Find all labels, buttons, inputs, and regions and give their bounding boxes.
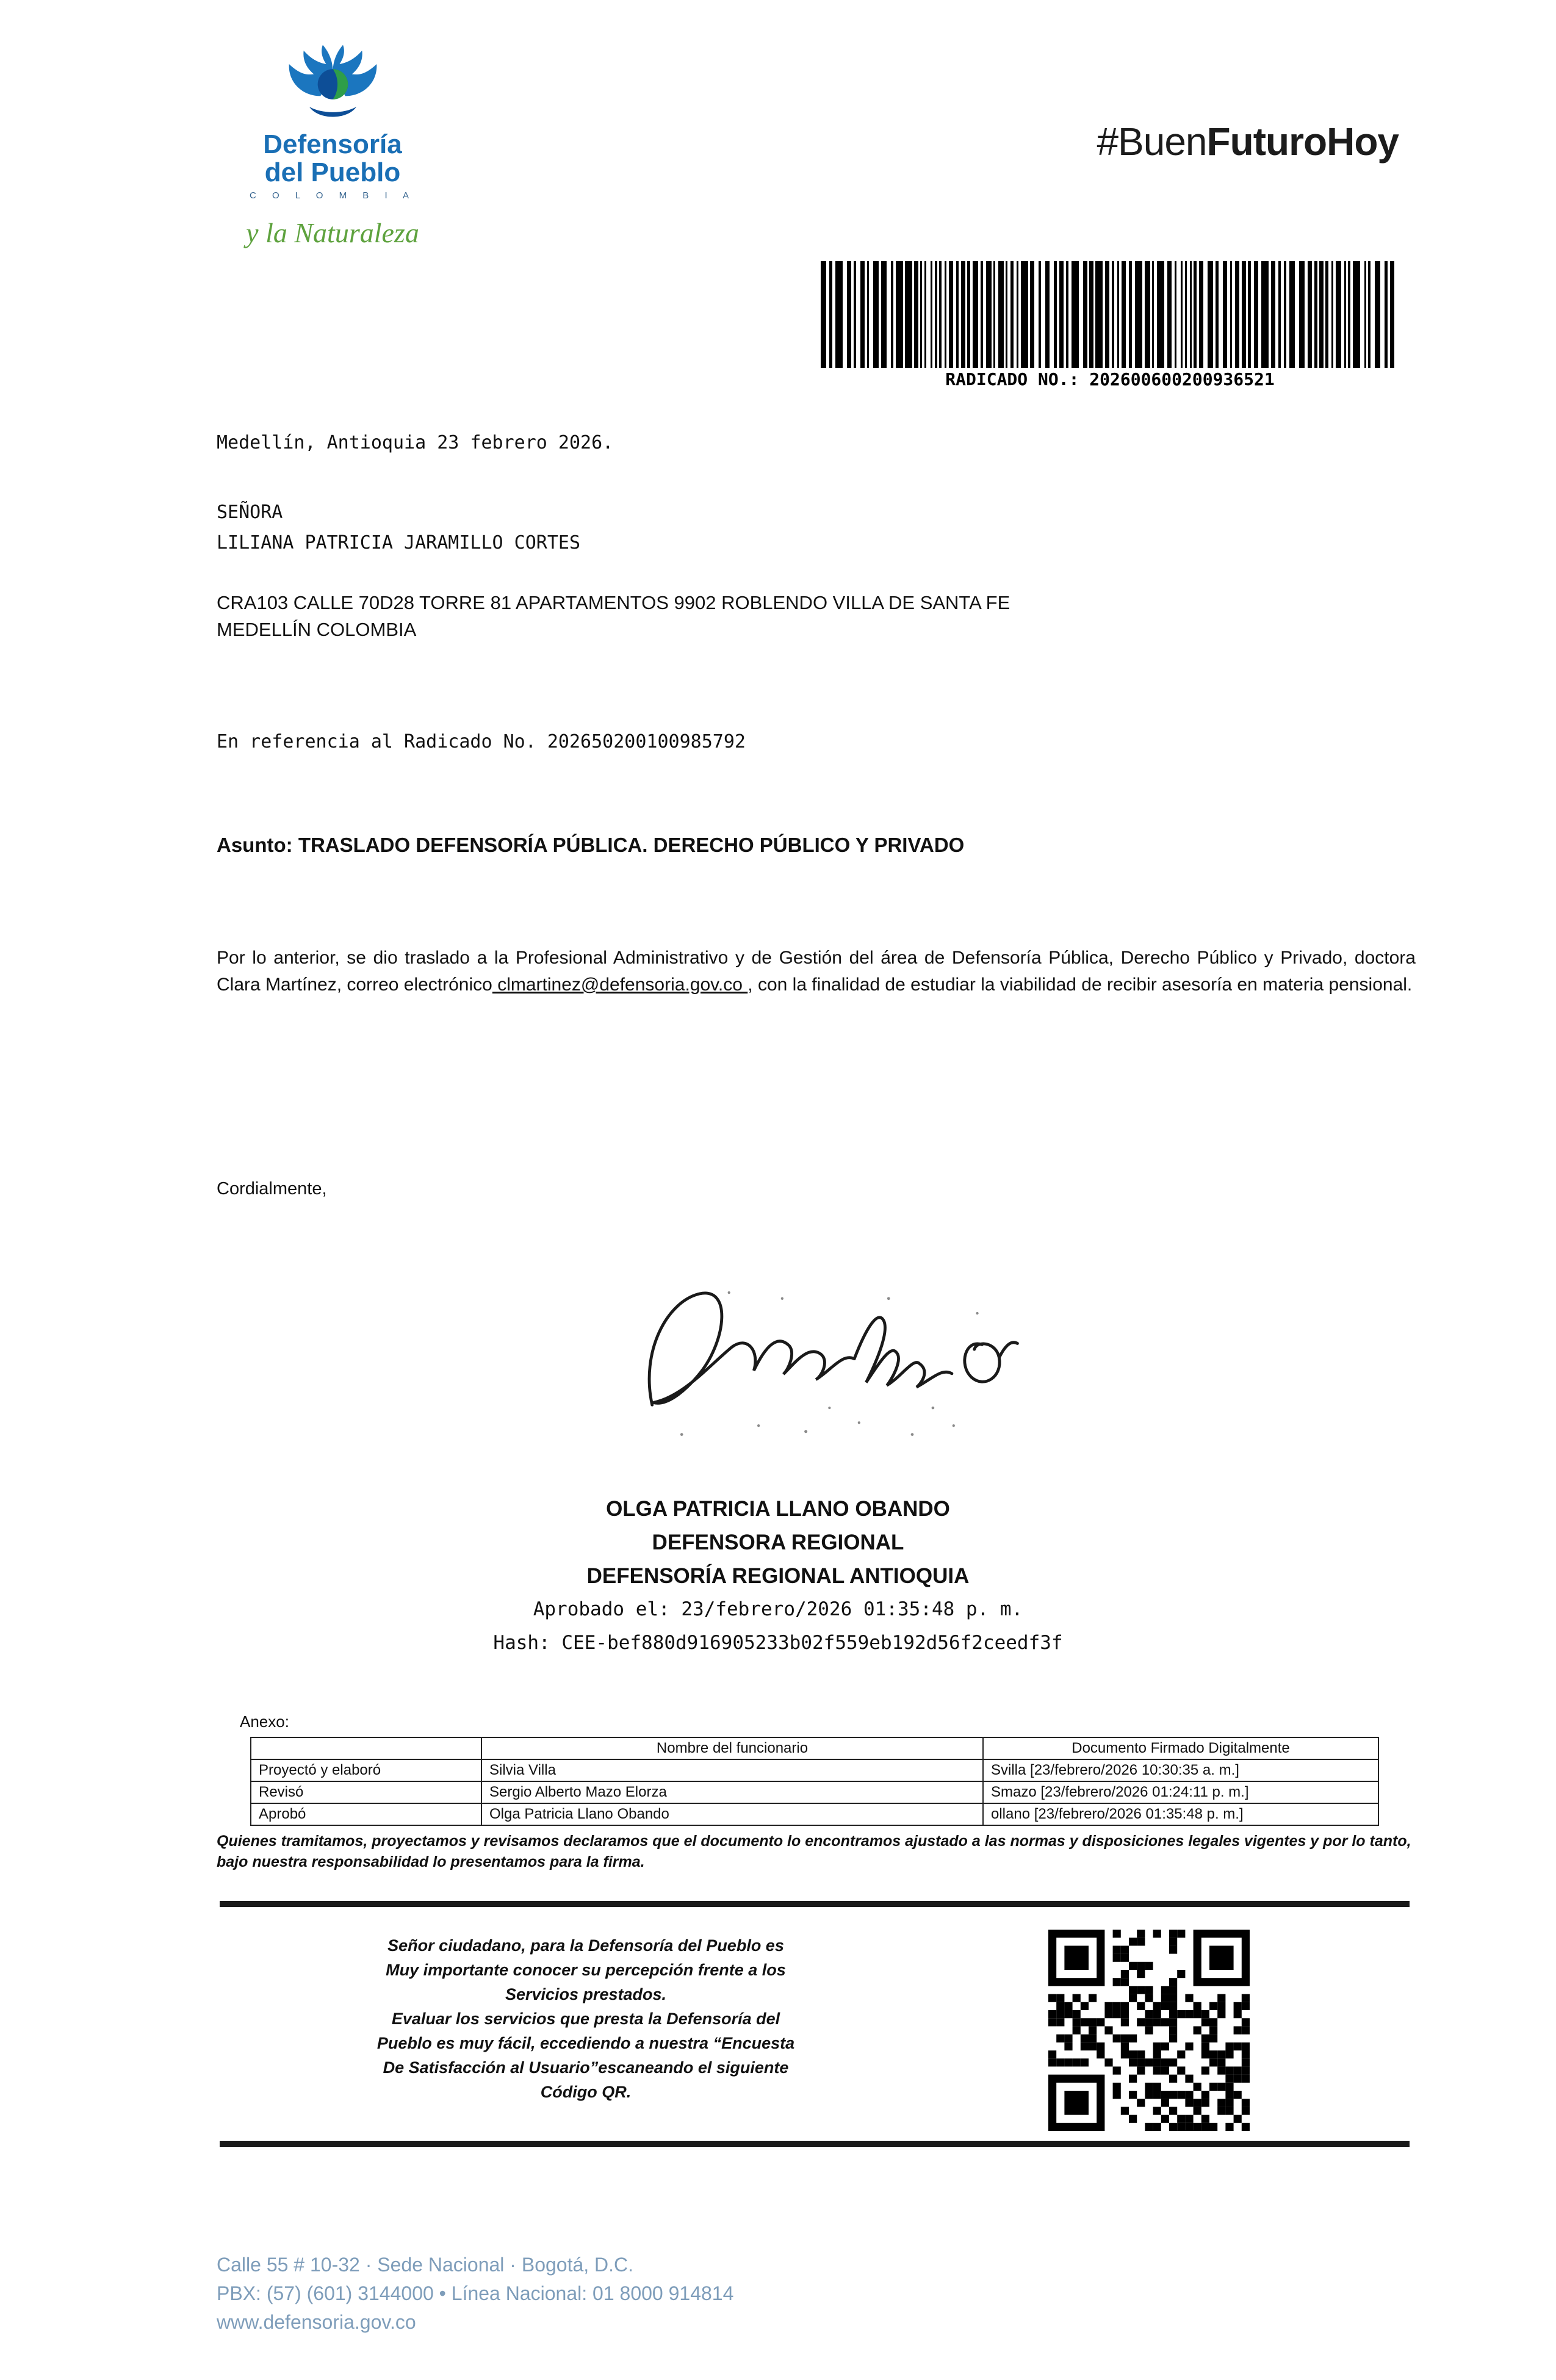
barcode-bars — [821, 261, 1394, 368]
radicado-number: RADICADO NO.: 202600600200936521 — [945, 369, 1275, 389]
qr-modules — [1048, 1930, 1250, 2131]
header-cell-doc: Documento Firmado Digitalmente — [983, 1737, 1378, 1759]
table-row — [251, 1803, 1378, 1825]
website-link[interactable]: www.defensoria.gov.co — [217, 2311, 416, 2333]
hashtag-light-part: #Buen — [1097, 120, 1207, 164]
footer-address: Calle 55 # 10-32 · Sede Nacional · Bogotá, D.C. — [217, 2254, 634, 2276]
signer-block — [0, 1492, 1556, 1660]
date-line: Medellín, Antioquia 23 febrero 2026. — [217, 432, 614, 453]
name-cell: Sergio Alberto Mazo Elorza — [481, 1781, 983, 1803]
approval-timestamp: Aprobado el: 23/febrero/2026 01:35:48 p. m. — [533, 1598, 1023, 1620]
footer-phone: PBX: (57) (601) 3144000 • Línea Nacional: 01 8000 914814 — [217, 2282, 734, 2304]
survey-line: Evaluar los servicios que presta la Defensoría del — [391, 2010, 780, 2028]
body-paragraph — [217, 945, 1416, 998]
logo-text-colombia: C O L O M B I A — [250, 190, 416, 201]
divider-line-top — [220, 1901, 1410, 1907]
annex-label: Anexo: — [240, 1712, 289, 1731]
subject-label: Asunto: — [217, 834, 293, 856]
header-cell-name: Nombre del funcionario — [481, 1737, 983, 1759]
footer-website[interactable] — [217, 2308, 733, 2337]
survey-line: Pueblo es muy fácil, eccediendo a nuestra “Encuesta — [376, 2034, 795, 2052]
recipient-address — [217, 590, 1416, 643]
role-cell: Proyectó y elaboró — [251, 1759, 481, 1781]
survey-invitation-text — [293, 1933, 879, 2104]
barcode-image — [821, 261, 1399, 368]
subject-line — [217, 834, 1416, 857]
signer-office: DEFENSORÍA REGIONAL ANTIOQUIA — [586, 1564, 970, 1588]
signer-title: DEFENSORA REGIONAL — [652, 1531, 904, 1554]
table-row — [251, 1759, 1378, 1781]
survey-line: Muy importante conocer su percepción frente a los — [386, 1961, 786, 1979]
survey-line: Señor ciudadano, para la Defensoría del Pueblo es — [387, 1936, 784, 1955]
recipient-name: LILIANA PATRICIA JARAMILLO CORTES — [217, 532, 581, 554]
signatures-table — [250, 1737, 1379, 1826]
signer-name: OLGA PATRICIA LLANO OBANDO — [606, 1497, 950, 1521]
logo-text-line2: del Pueblo — [264, 157, 401, 187]
signature-image — [610, 1257, 1025, 1449]
logo-text-line1: Defensoría — [263, 129, 402, 159]
signature-cell: Svilla [23/febrero/2026 10:30:35 a. m.] — [983, 1759, 1378, 1781]
name-cell: Silvia Villa — [481, 1759, 983, 1781]
survey-line: Código QR. — [540, 2083, 632, 2101]
email-link[interactable]: clmartinez@defensoria.gov.co — [492, 975, 748, 995]
reference-line: En referencia al Radicado No. 202650200100985792 — [217, 731, 746, 752]
header-cell-empty — [251, 1737, 481, 1759]
hashtag-bold-part: FuturoHoy — [1206, 120, 1399, 164]
divider-line-bottom — [220, 2141, 1410, 2147]
role-cell: Revisó — [251, 1781, 481, 1803]
closing-line: Cordialmente, — [217, 1179, 327, 1199]
footer-contact-block — [217, 2251, 733, 2337]
table-row — [251, 1781, 1378, 1803]
body-text-before-email: Por lo anterior, se dio traslado a la Profesional Administrativo y de Gestión del área de Defensoría Pública, Derecho Público y Privado, doctora Clara Martínez, correo electrónico — [217, 948, 1416, 995]
survey-line: Servicios prestados. — [505, 1985, 667, 2003]
legal-disclaimer: Quienes tramitamos, proyectamos y revisamos declaramos que el documento lo encontramos ajustado a las normas y disposiciones legales vigentes y por lo tanto, bajo nuestra responsabilidad lo presentamos para la firma. — [217, 1833, 1411, 1870]
survey-line: De Satisfacción al Usuario”escaneando el siguiente — [383, 2058, 789, 2077]
address-line-2: MEDELLÍN COLOMBIA — [217, 619, 417, 640]
radicado-barcode-block — [821, 261, 1399, 389]
signature-cell: ollano [23/febrero/2026 01:35:48 p. m.] — [983, 1803, 1378, 1825]
defensoria-logo — [226, 43, 439, 249]
signature-cell: Smazo [23/febrero/2026 01:24:11 p. m.] — [983, 1781, 1378, 1803]
table-header-row — [251, 1737, 1378, 1759]
salutation: SEÑORA — [217, 502, 283, 523]
subject-text: TRASLADO DEFENSORÍA PÚBLICA. DERECHO PÚBLICO Y PRIVADO — [298, 834, 965, 856]
survey-qr-code — [1048, 1930, 1250, 2131]
dove-emblem-icon — [276, 43, 389, 127]
address-line-1: CRA103 CALLE 70D28 TORRE 81 APARTAMENTOS 9902 ROBLENDO VILLA DE SANTA FE — [217, 592, 1010, 613]
name-cell: Olga Patricia Llano Obando — [481, 1803, 983, 1825]
role-cell: Aprobó — [251, 1803, 481, 1825]
logo-tagline: y la Naturaleza — [246, 217, 419, 248]
document-hash: Hash: CEE-bef880d916905233b02f559eb192d56f2ceedf3f — [493, 1632, 1063, 1654]
body-text-after-email: , con la finalidad de estudiar la viabilidad de recibir asesoría en materia pensional. — [747, 975, 1413, 995]
campaign-hashtag — [1097, 119, 1399, 164]
